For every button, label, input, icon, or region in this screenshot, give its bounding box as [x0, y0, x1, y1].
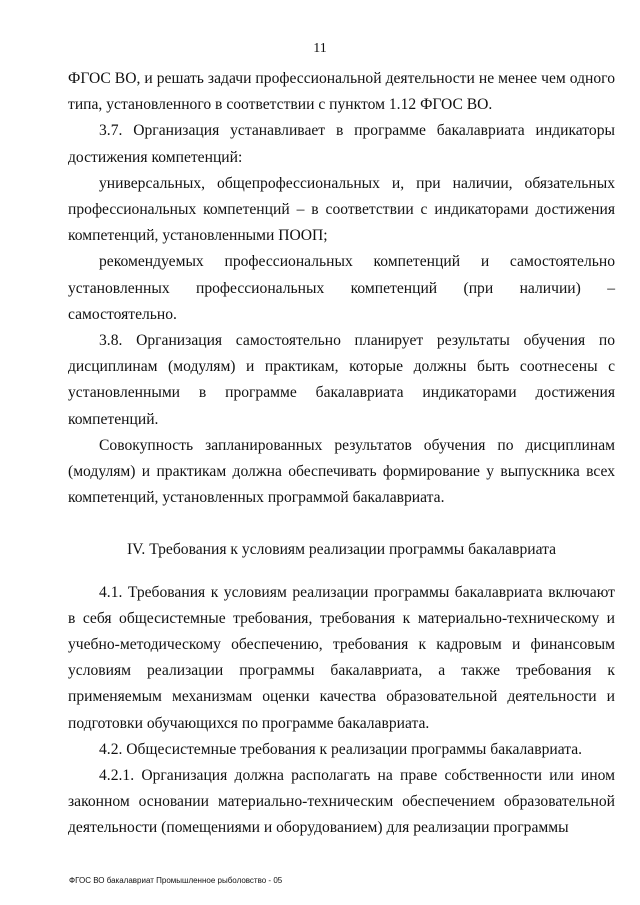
paragraph-3-8: 3.8. Организация самостоятельно планирует результаты обучения по дисциплинам (модулям) и практикам, которые должны быть соотнесены с установленными в программе бакалавриата индикаторами достижения компетенций. — [68, 332, 615, 428]
paragraph-3-7: 3.7. Организация устанавливает в программе бакалавриата индикаторы достижения компетенций: — [68, 122, 615, 166]
section-heading: IV. Требования к условиям реализации программы бакалавриата — [126, 541, 557, 559]
page-footer: ФГОС ВО бакалавриат Промышленное рыболовство - 05 — [69, 876, 283, 885]
paragraph-recommended-competencies: рекомендуемых профессиональных компетенций и самостоятельно установленных профессиональных компетенций (при наличии) – самостоятельно. — [68, 253, 615, 323]
paragraph-4-2-1: 4.2.1. Организация должна располагать на праве собственности или ином законном основании материально-техническим обеспечением образовательной деятельности (помещениями и оборудованием) для реализации программы — [68, 767, 615, 837]
page-number: 11 — [313, 41, 327, 56]
paragraph-continuation: ФГОС ВО, и решать задачи профессиональной деятельности не менее чем одного типа, установленного в соответствии с пунктом 1.12 ФГОС ВО. — [68, 70, 615, 114]
paragraph-4-1: 4.1. Требования к условиям реализации программы бакалавриата включают в себя общесистемные требования, требования к материально-техническому и учебно-методическому обеспечению, требования к кадровым и финансовым условиям реализации программы бакалавриата, а также требования к применяемым механизмам оценки качества образовательной деятельности и подготовки обучающихся по программе бакалавриата. — [68, 583, 615, 732]
paragraph-planned-results: Совокупность запланированных результатов обучения по дисциплинам (модулям) и практикам должна обеспечивать формирование у выпускника всех компетенций, установленных программой бакалавриата. — [68, 436, 615, 507]
paragraph-universal-competencies: универсальных, общепрофессиональных и, при наличии, обязательных профессиональных компетенций – в соответствии с индикаторами достижения компетенций, установленными ПООП; — [68, 174, 615, 245]
document-body — [68, 66, 615, 842]
paragraph-4-2: 4.2. Общесистемные требования к реализации программы бакалавриата. — [99, 740, 583, 758]
